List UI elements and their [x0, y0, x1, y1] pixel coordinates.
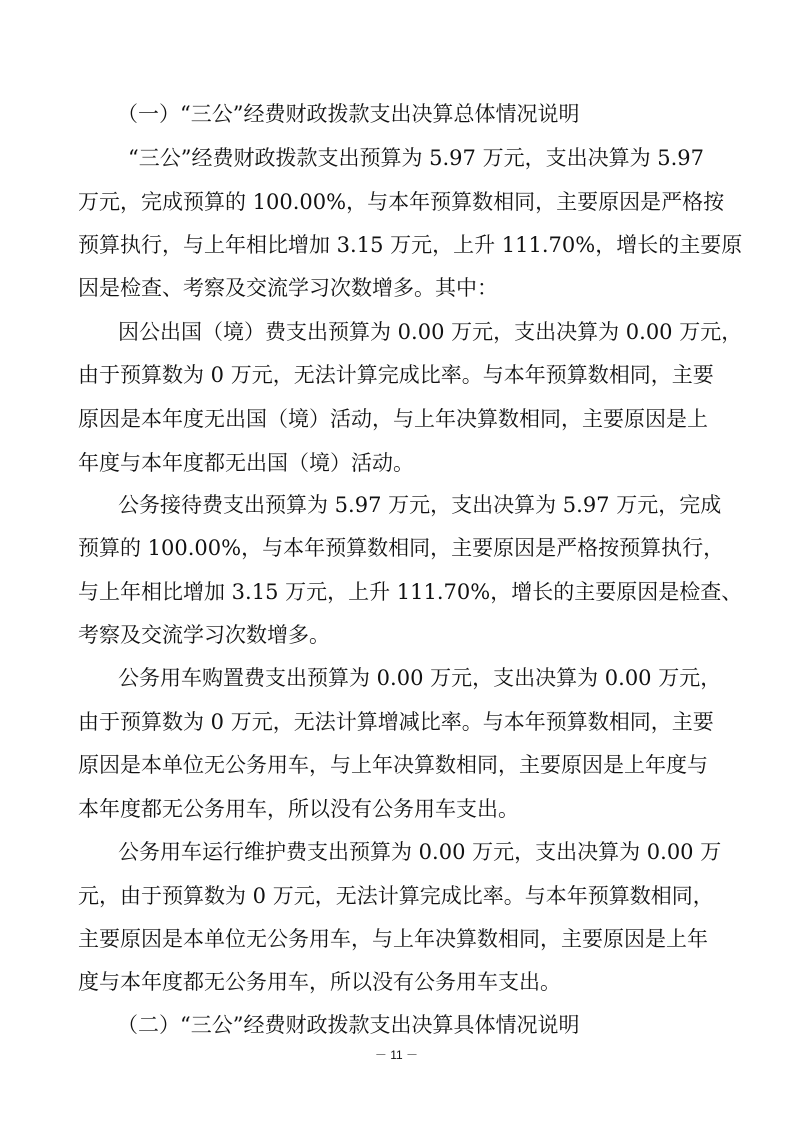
paragraph-line: 与上年相比增加 3.15 万元，上升 111.70%，增长的主要原因是检查、: [78, 580, 743, 604]
paragraph-line: 由于预算数为 0 万元，无法计算完成比率。与本年预算数相同，主要: [78, 363, 714, 387]
paragraph-line: 度与本年度都无公务用车，所以没有公务用车支出。: [78, 970, 561, 994]
paragraph-line: 公务用车购置费支出预算为 0.00 万元，支出决算为 0.00 万元，: [118, 666, 722, 690]
section-heading-2: （二）“三公”经费财政拨款支出决算具体情况说明: [117, 1013, 580, 1037]
paragraph-line: “三公”经费财政拨款支出预算为 5.97 万元，支出决算为 5.97: [128, 146, 705, 170]
paragraph-line: 预算的 100.00%，与本年预算数相同，主要原因是严格按预算执行，: [78, 536, 725, 560]
paragraph-line: 原因是本单位无公务用车，与上年决算数相同，主要原因是上年度与: [78, 753, 708, 777]
paragraph-line: 公务接待费支出预算为 5.97 万元，支出决算为 5.97 万元，完成: [118, 493, 722, 517]
paragraph-line: 本年度都无公务用车，所以没有公务用车支出。: [78, 797, 519, 821]
paragraph-line: 万元，完成预算的 100.00%，与本年预算数相同，主要原因是严格按: [78, 190, 725, 214]
paragraph-line: 原因是本年度无出国（境）活动，与上年决算数相同，主要原因是上: [78, 407, 708, 431]
paragraph-line: 预算执行，与上年相比增加 3.15 万元，上升 111.70%，增长的主要原: [78, 233, 743, 257]
paragraph-line: 由于预算数为 0 万元，无法计算增减比率。与本年预算数相同，主要: [78, 710, 714, 734]
paragraph-line: 公务用车运行维护费支出预算为 0.00 万元，支出决算为 0.00 万: [118, 840, 722, 864]
paragraph-line: 因公出国（境）费支出预算为 0.00 万元，支出决算为 0.00 万元，: [118, 320, 743, 344]
paragraph-line: 年度与本年度都无出国（境）活动。: [78, 451, 414, 475]
section-heading-1: （一）“三公”经费财政拨款支出决算总体情况说明: [117, 102, 580, 126]
paragraph-line: 考察及交流学习次数增多。: [78, 623, 330, 647]
page-number: － 11 －: [374, 1048, 419, 1062]
paragraph-line: 主要原因是本单位无公务用车，与上年决算数相同，主要原因是上年: [78, 927, 708, 951]
paragraph-line: 因是检查、考察及交流学习次数增多。其中：: [78, 276, 498, 300]
paragraph-line: 元，由于预算数为 0 万元，无法计算完成比率。与本年预算数相同，: [78, 884, 714, 908]
